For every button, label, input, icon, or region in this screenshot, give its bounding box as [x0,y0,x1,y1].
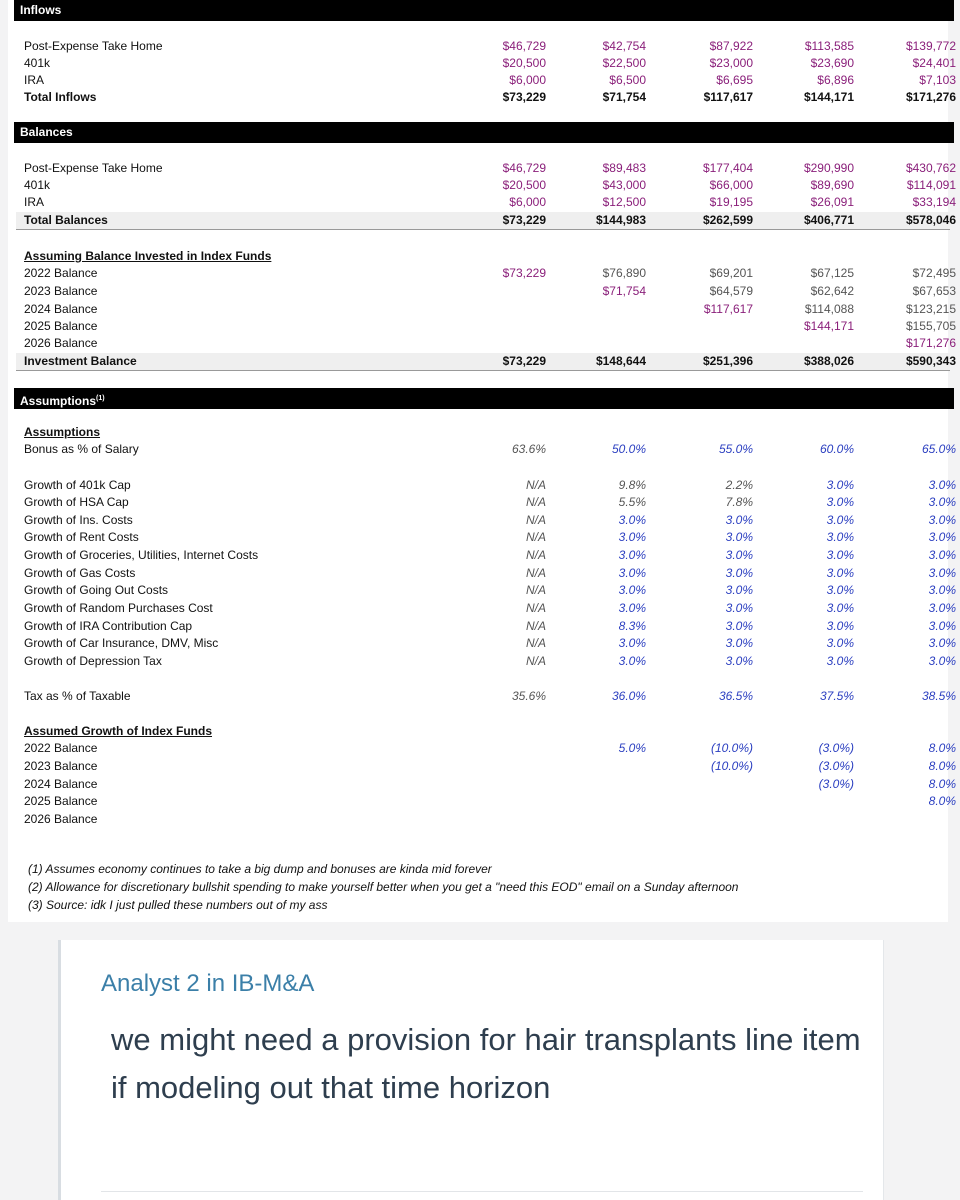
comment-author[interactable]: Analyst 2 in IB-M&A [101,970,315,997]
cell: 3.0% [618,513,646,527]
row-label: Growth of Gas Costs [24,566,136,580]
cell: 60.0% [819,442,854,456]
cell: $406,771 [803,213,854,227]
row-label: Growth of IRA Contribution Cap [24,619,193,633]
cell: 3.0% [725,530,753,544]
cell: 3.0% [928,601,956,615]
cell: 3.0% [826,654,854,668]
table-row [16,582,956,599]
cell: 3.0% [826,548,854,562]
cell: 3.0% [826,478,854,492]
cell: $123,215 [905,302,956,316]
cell: 3.0% [928,636,956,650]
row-label: 2026 Balance [24,336,98,350]
cell: 3.0% [928,513,956,527]
row-label: 2023 Balance [24,284,98,298]
cell: 3.0% [826,583,854,597]
comment-text: we might need a provision for hair transplants line item if modeling out that time horizon [111,1022,861,1105]
cell: $73,229 [502,213,546,227]
cell: N/A [525,513,546,527]
footnote-marker: (1) [96,395,105,402]
table-row [16,160,956,177]
footnote: (2) Allowance for discretionary bullshit spending to make yourself better when you get a "need this EOD" email on a Sunday afternoon [28,880,739,894]
cell: $590,343 [905,354,956,368]
cell: $33,194 [912,195,956,209]
row-label: Growth of Random Purchases Cost [24,601,213,615]
cell: 3.0% [618,654,646,668]
table-row [16,38,956,55]
total-row [16,89,956,106]
table-row [16,177,956,194]
cell: (3.0%) [818,777,854,791]
cell: $23,690 [810,56,854,70]
table-row [16,265,956,282]
cell: 3.0% [618,530,646,544]
cell: 5.5% [618,495,646,509]
cell: 3.0% [928,530,956,544]
cell: $6,000 [509,73,546,87]
cell: 3.0% [725,566,753,580]
row-label: 2022 Balance [24,266,98,280]
cell: 8.0% [928,759,956,773]
cell: N/A [525,566,546,580]
section-bar-balances [14,122,954,143]
cell: 63.6% [511,442,546,456]
cell: N/A [525,619,546,633]
subsection-header-row [16,723,950,740]
cell: 3.0% [725,583,753,597]
cell: 36.0% [611,689,646,703]
table-row [16,793,956,810]
cell: $144,171 [803,319,854,333]
cell: N/A [525,478,546,492]
cell: $171,276 [905,90,956,104]
row-label: Growth of Depression Tax [24,654,162,668]
row-label: Total Balances [24,213,108,227]
cell: $76,890 [602,266,646,280]
table-row [16,512,956,529]
cell: 7.8% [725,495,753,509]
cell: (3.0%) [818,759,854,773]
table-row [16,283,956,300]
cell: $73,229 [502,266,546,280]
cell: 3.0% [725,601,753,615]
row-label: Growth of 401k Cap [24,478,131,492]
cell: 3.0% [928,619,956,633]
row-label: 2025 Balance [24,794,98,808]
cell: $578,046 [905,213,956,227]
cell: N/A [525,495,546,509]
cell: 3.0% [826,530,854,544]
cell: 9.8% [618,478,646,492]
subsection-header-row [16,248,950,265]
table-row [16,301,956,318]
table-row [16,688,956,705]
cell: N/A [525,583,546,597]
cell: $24,401 [912,56,956,70]
table-row [16,811,950,828]
cell: 8.3% [618,619,646,633]
cell: $22,500 [602,56,646,70]
cell: $6,500 [609,73,646,87]
cell: $171,276 [905,336,956,350]
cell: 37.5% [819,689,854,703]
row-label: Growth of Rent Costs [24,530,139,544]
cell: N/A [525,548,546,562]
table-row [16,477,956,494]
cell: $117,617 [703,90,753,104]
cell: $155,705 [905,319,956,333]
cell: $6,896 [817,73,854,87]
subsection-header: Assuming Balance Invested in Index Funds [24,249,272,263]
cell: 3.0% [725,513,753,527]
cell: 65.0% [921,442,956,456]
row-label: IRA [24,73,45,87]
section-bar-inflows [14,0,954,21]
cell: 8.0% [928,777,956,791]
cell: N/A [525,530,546,544]
cell: $6,000 [509,195,546,209]
table-row [16,653,956,670]
row-label: 2022 Balance [24,741,98,755]
cell: $89,690 [810,178,854,192]
cell: 3.0% [725,636,753,650]
row-label: Growth of HSA Cap [24,495,129,509]
cell: N/A [525,601,546,615]
footnote: (3) Source: idk I just pulled these numbers out of my ass [28,898,328,912]
footnote: (1) Assumes economy continues to take a big dump and bonuses are kinda mid forever [28,862,492,876]
subsection-header-row [16,424,950,441]
cell: 3.0% [826,636,854,650]
cell: $7,103 [919,73,956,87]
cell: 38.5% [921,689,956,703]
spreadsheet [8,0,956,922]
cell: 3.0% [618,601,646,615]
cell: (3.0%) [818,741,854,755]
cell: 3.0% [618,548,646,562]
cell: $42,754 [602,39,646,53]
cell: $19,195 [709,195,753,209]
cell: $73,229 [502,90,546,104]
cell: $26,091 [810,195,854,209]
cell: $114,088 [804,302,854,316]
cell: 3.0% [618,636,646,650]
cell: 3.0% [928,478,956,492]
cell: $139,772 [905,39,956,53]
cell: 35.6% [511,689,546,703]
subsection-header: Assumed Growth of Index Funds [24,724,213,738]
section-title: Balances [20,125,73,139]
cell: 3.0% [826,619,854,633]
table-row [16,635,956,652]
cell: $117,617 [703,302,753,316]
table-row [16,547,956,564]
cell: N/A [525,636,546,650]
cell: $430,762 [905,161,956,175]
cell: 3.0% [725,619,753,633]
row-label: 2025 Balance [24,319,98,333]
cell: N/A [525,654,546,668]
table-row [16,565,956,582]
cell: $46,729 [502,39,546,53]
cell: 3.0% [725,654,753,668]
comment-card [58,940,884,1200]
cell: 3.0% [826,566,854,580]
table-row [16,494,956,511]
row-label: Growth of Groceries, Utilities, Internet Costs [24,548,259,562]
cell: 3.0% [826,513,854,527]
section-title: Assumptions [20,394,97,408]
cell: $67,125 [810,266,854,280]
table-row [16,318,956,335]
cell: $144,171 [803,90,854,104]
table-row [16,441,956,458]
row-label: Investment Balance [24,354,137,368]
table-row [16,529,956,546]
cell: $20,500 [502,56,546,70]
row-label: Tax as % of Taxable [24,689,131,703]
cell: $20,500 [502,178,546,192]
cell: 3.0% [826,495,854,509]
cell: 3.0% [618,566,646,580]
cell: $87,922 [709,39,753,53]
table-row [16,72,956,89]
cell: $64,579 [709,284,753,298]
cell: $113,585 [804,39,854,53]
cell: $71,754 [602,284,646,298]
cell: $12,500 [602,195,646,209]
table-row [16,194,956,211]
cell: 3.0% [826,601,854,615]
cell: $69,201 [709,266,753,280]
cell: 8.0% [928,794,956,808]
cell: 36.5% [718,689,753,703]
cell: $6,695 [716,73,753,87]
cell: 55.0% [718,442,753,456]
cell: $43,000 [602,178,646,192]
table-row [16,776,956,793]
cell: $290,990 [803,161,854,175]
row-label: IRA [24,195,45,209]
row-label: 401k [24,56,51,70]
cell: $62,642 [810,284,854,298]
cell: 3.0% [928,495,956,509]
row-label: 2026 Balance [24,812,98,826]
row-label: Bonus as % of Salary [24,442,139,456]
row-label: 2024 Balance [24,777,98,791]
section-title: Inflows [20,3,62,17]
cell: $114,091 [906,178,956,192]
cell: 3.0% [618,583,646,597]
table-row [16,740,956,757]
cell: 3.0% [928,548,956,562]
table-row [16,55,956,72]
cell: 2.2% [725,478,753,492]
total-row [16,353,956,371]
section-bar-assumptions [14,388,954,409]
cell: 8.0% [928,741,956,755]
table-row [16,618,956,635]
cell: $72,495 [912,266,956,280]
row-label: Total Inflows [24,90,97,104]
row-label: Post-Expense Take Home [24,39,163,53]
row-label: 2024 Balance [24,302,98,316]
table-row [16,335,956,352]
cell: $23,000 [709,56,753,70]
row-label: Growth of Car Insurance, DMV, Misc [24,636,219,650]
cell: $66,000 [709,178,753,192]
table-row [16,758,956,775]
cell: $388,026 [803,354,854,368]
cell: 50.0% [611,442,646,456]
cell: $177,404 [702,161,753,175]
cell: $144,983 [595,213,646,227]
cell: $148,644 [595,354,646,368]
row-label: Post-Expense Take Home [24,161,163,175]
total-row [16,212,956,230]
divider [101,1191,863,1192]
cell: (10.0%) [710,759,753,773]
row-label: Growth of Going Out Costs [24,583,169,597]
subsection-header: Assumptions [24,425,101,439]
cell: 3.0% [928,566,956,580]
cell: $67,653 [912,284,956,298]
cell: $251,396 [702,354,753,368]
cell: $46,729 [502,161,546,175]
table-row [16,600,956,617]
cell: $262,599 [702,213,753,227]
cell: $71,754 [602,90,646,104]
row-label: 2023 Balance [24,759,98,773]
cell: $73,229 [502,354,546,368]
cell: 3.0% [928,654,956,668]
row-label: Growth of Ins. Costs [24,513,133,527]
cell: $89,483 [602,161,646,175]
cell: 3.0% [928,583,956,597]
cell: 3.0% [725,548,753,562]
cell: 5.0% [618,741,646,755]
row-label: 401k [24,178,51,192]
cell: (10.0%) [710,741,753,755]
